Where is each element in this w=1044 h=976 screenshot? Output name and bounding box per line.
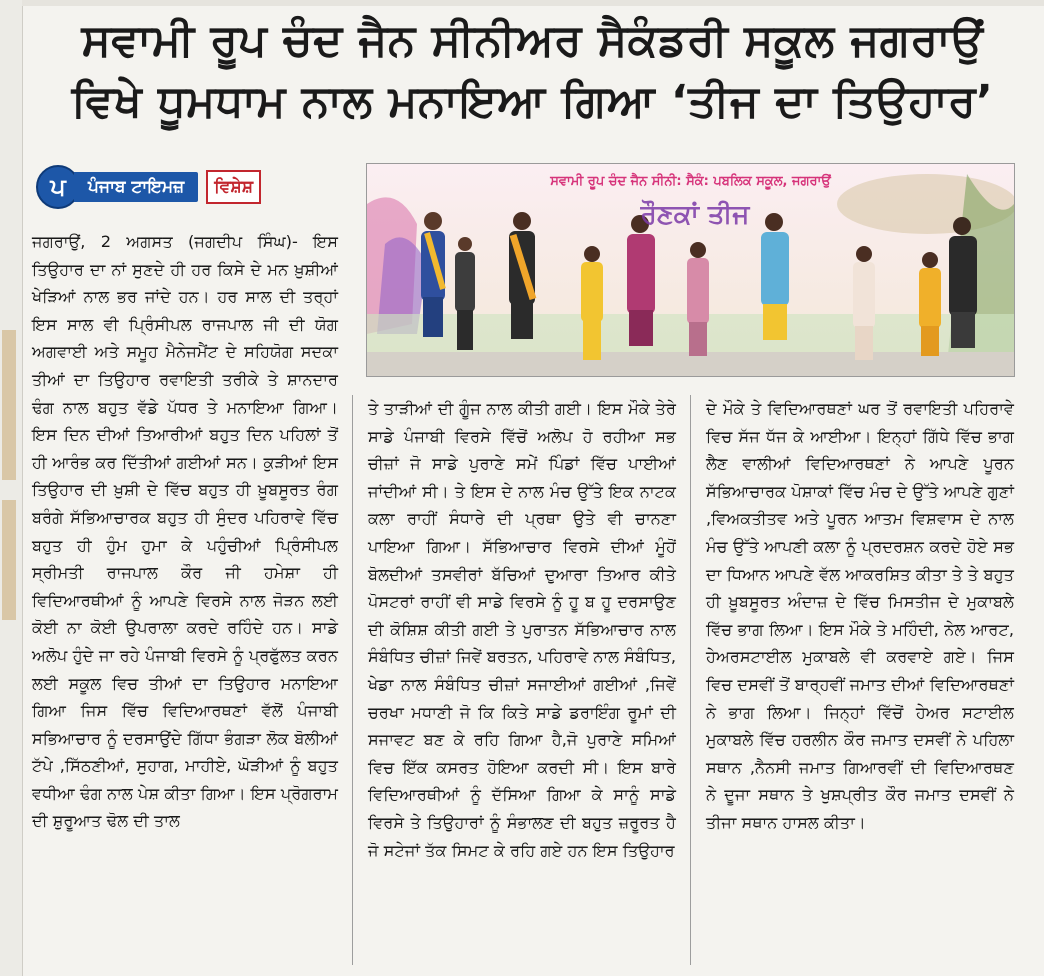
column-1-text: ਜਗਰਾਉਂ, 2 ਅਗਸਤ (ਜਗਦੀਪ ਸਿੰਘ)- ਇਸ ਤਿਉਹਾਰ ਦਾ ਨਾਂ ਸੁਣਦੇ ਹੀ ਹਰ ਕਿਸੇ ਦੇ ਮਨ ਖ਼ੁਸ਼ੀਆਂ ਖੇੜਿਆਂ ਨਾਲ ਭਰ ਜਾਂਦੇ ਹਨ। ਹਰ ਸਾਲ ਦੀ ਤਰ੍ਹਾਂ ਇਸ ਸਾਲ ਵੀ ਪ੍ਰਿੰਸੀਪਲ ਰਾਜਪਾਲ ਜੀ ਦੀ ਯੋਗ ਅਗਵਾਈ ਅਤੇ ਸਮੂਹ ਮੈਨੇਜਮੈਂਟ ਦੇ ਸਹਿਯੋਗ ਸਦਕਾ ਤੀਆਂ ਦਾ ਤਿਉਹਾਰ ਰਵਾਇਤੀ ਤਰੀਕੇ ਤੇ ਸ਼ਾਨਦਾਰ ਢੰਗ ਨਾਲ ਬਹੁਤ ਵੱਡੇ ਪੱਧਰ ਤੇ ਮਨਾਇਆ ਗਿਆ। ਇਸ ਦਿਨ ਦੀਆਂ ਤਿਆਰੀਆਂ ਬਹੁਤ ਦਿਨ ਪਹਿਲਾਂ ਤੋਂ ਹੀ ਆਰੰਭ ਕਰ ਦਿੱਤੀਆਂ ਗਈਆਂ ਸਨ। ਕੁੜੀਆਂ ਇਸ ਤਿਉਹਾਰ ਦੀ ਖ਼ੁਸ਼ੀ ਦੇ ਵਿੱਚ ਬਹੁਤ ਹੀ ਖ਼ੂਬਸੂਰਤ ਰੰਗ ਬਰੰਗੇ ਸੱਭਿਆਚਾਰਕ ਬਹੁਤ ਹੀ ਸੁੰਦਰ ਪਹਿਰਾਵੇ ਵਿੱਚ ਬਹੁਤ ਹੀ ਹੁੰਮ ਹੁਮਾ ਕੇ ਪਹੁੰਚੀਆਂ ਪ੍ਰਿੰਸੀਪਲ ਸ੍ਰੀਮਤੀ ਰਾਜਪਾਲ ਕੌਰ ਜੀ ਹਮੇਸ਼ਾ ਹੀ ਵਿਦਿਆਰਥੀਆਂ ਨੂੰ ਆਪਣੇ ਵਿਰਸੇ ਨਾਲ ਜੋੜਨ ਲਈ ਕੋਈ ਨਾ ਕੋਈ ਉਪਰਾਲਾ ਕਰਦੇ ਰਹਿੰਦੇ ਹਨ। ਸਾਡੇ ਅਲੋਪ ਹੁੰਦੇ ਜਾ ਰਹੇ ਪੰਜਾਬੀ ਵਿਰਸੇ ਨੂੰ ਪ੍ਰਫੁੱਲਤ ਕਰਨ ਲਈ ਸਕੂਲ ਵਿਚ ਤੀਆਂ ਦਾ ਤਿਉਹਾਰ ਮਨਾਇਆ ਗਿਆ ਜਿਸ ਵਿੱਚ ਵਿਦਿਆਰਥਣਾਂ ਵੱਲੋਂ ਪੰਜਾਬੀ ਸਭਿਆਚਾਰ ਨੂੰ ਦਰਸਾਉਂਦੇ ਗਿੱਧਾ ਭੰਗੜਾ ਲੋਕ ਬੋਲੀਆਂ ਟੱਪੇ ,ਸਿੱਠਣੀਆਂ, ਸੁਹਾਗ, ਮਾਹੀਏ, ਘੋੜੀਆਂ ਨੂੰ ਬਹੁਤ ਵਧੀਆ ਢੰਗ ਨਾਲ ਪੇਸ਼ ਕੀਤਾ ਗਿਆ। ਇਸ ਪ੍ਰੋਗਰਾਮ ਦੀ ਸ਼ੁਰੂਆਤ ਢੋਲ ਦੀ ਤਾਲ	[32, 232, 338, 831]
column-2-text: ਤੇ ਤਾੜੀਆਂ ਦੀ ਗੂੰਜ ਨਾਲ ਕੀਤੀ ਗਈ। ਇਸ ਮੌਕੇ ਤੇਰੇ ਸਾਡੇ ਪੰਜਾਬੀ ਵਿਰਸੇ ਵਿੱਚੋਂ ਅਲੋਪ ਹੋ ਰਹੀਆ ਸਭ ਚੀਜ਼ਾਂ ਜੋ ਸਾਡੇ ਪੁਰਾਣੇ ਸਮੇਂ ਪਿੰਡਾਂ ਵਿੱਚ ਪਾਈਆਂ ਜਾਂਦੀਆਂ ਸੀ। ਤੇ ਇਸ ਦੇ ਨਾਲ ਮੰਚ ਉੱਤੇ ਇਕ ਨਾਟਕ ਕਲਾ ਰਾਹੀਂ ਸੰਧਾਰੇ ਦੀ ਪ੍ਰਥਾ ਉਤੇ ਵੀ ਚਾਨਣਾ ਪਾਇਆ ਗਿਆ। ਸੱਭਿਆਚਾਰ ਵਿਰਸੇ ਦੀਆਂ ਮੂੰਹੋਂ ਬੋਲਦੀਆਂ ਤਸਵੀਰਾਂ ਬੱਚਿਆਂ ਦੁਆਰਾ ਤਿਆਰ ਕੀਤੇ ਪੋਸਟਰਾਂ ਰਾਹੀਂ ਵੀ ਸਾਡੇ ਵਿਰਸੇ ਨੂੰ ਹੂ ਬ ਹੂ ਦਰਸਾਉਣ ਦੀ ਕੋਸ਼ਿਸ਼ ਕੀਤੀ ਗਈ ਤੇ ਪੁਰਾਤਨ ਸੱਭਿਆਚਾਰ ਨਾਲ ਸੰਬੰਧਿਤ ਚੀਜ਼ਾਂ ਜਿਵੇਂ ਬਰਤਨ, ਪਹਿਰਾਵੇ ਨਾਲ ਸੰਬੰਧਿਤ, ਖੇਡਾ ਨਾਲ ਸੰਬੰਧਿਤ ਚੀਜ਼ਾਂ ਸਜਾਈਆਂ ਗਈਆਂ ,ਜਿਵੇਂ ਚਰਖਾ ਮਧਾਣੀ ਜੋ ਕਿ ਕਿਤੇ ਸਾਡੇ ਡਰਾਇੰਗ ਰੂਮਾਂ ਦੀ ਸਜਾਵਟ ਬਣ ਕੇ ਰਹਿ ਗਿਆ ਹੈ,ਜੋ ਪੁਰਾਣੇ ਸਮਿਆਂ ਵਿਚ ਇੱਕ ਕਸਰਤ ਹੋਇਆ ਕਰਦੀ ਸੀ। ਇਸ ਬਾਰੇ ਵਿਦਿਆਰਥੀਆਂ ਨੂੰ ਦੱਸਿਆ ਗਿਆ ਕੇ ਸਾਨੂੰ ਸਾਡੇ ਵਿਰਸੇ ਤੇ ਤਿਉਹਾਰਾਂ ਨੂੰ ਸੰਭਾਲਣ ਦੀ ਬਹੁਤ ਜ਼ਰੂਰਤ ਹੈ ਜੋ ਸਟੇਜਾਂ ਤੱਕ ਸਿਮਟ ਕੇ ਰਹਿ ਗਏ ਹਨ ਇਸ ਤਿਉਹਾਰ	[368, 399, 676, 860]
column-divider	[352, 395, 353, 965]
top-page-rule	[22, 0, 1044, 6]
headline-line-2: ਵਿਖੇ ਧੂਮਧਾਮ ਨਾਲ ਮਨਾਇਆ ਗਿਆ ‘ਤੀਜ ਦਾ ਤਿਉਹਾਰ’	[71, 76, 994, 127]
byline	[36, 165, 338, 209]
punjab-times-logo-icon: ਪ	[36, 165, 80, 209]
adjacent-photo-edge	[2, 330, 16, 480]
article-column-2	[368, 395, 676, 864]
article-column-3	[706, 395, 1014, 837]
article-column-1	[32, 228, 338, 835]
headline-line-1: ਸਵਾਮੀ ਰੂਪ ਚੰਦ ਜੈਨ ਸੀਨੀਅਰ ਸੈਕੰਡਰੀ ਸਕੂਲ ਜਗਰਾਉਂ	[81, 15, 984, 66]
adjacent-article-edge	[0, 0, 23, 976]
special-tag: ਵਿਸ਼ੇਸ਼	[206, 170, 261, 204]
photo-banner-text: ਸਵਾਮੀ ਰੂਪ ਚੰਦ ਜੈਨ ਸੀਨੀ: ਸੈਕੰ: ਪਬਲਿਕ ਸਕੂਲ, ਜਗਰਾਉਂ	[550, 174, 831, 189]
column-divider	[690, 395, 691, 965]
brand-name: ਪੰਜਾਬ ਟਾਇਮਜ਼	[74, 172, 198, 202]
article-photo	[366, 163, 1015, 377]
dance-performance-photo-icon	[367, 164, 1014, 376]
adjacent-photo-edge-2	[2, 500, 16, 620]
photo-event-title: ਰੌਣਕਾਂ ਤੀਜ	[640, 200, 750, 230]
column-3-text: ਦੇ ਮੌਕੇ ਤੇ ਵਿਦਿਆਰਥਣਾਂ ਘਰ ਤੋਂ ਰਵਾਇਤੀ ਪਹਿਰਾਵੇ ਵਿਚ ਸੱਜ ਧੱਜ ਕੇ ਆਈਆ। ਇਨ੍ਹਾਂ ਗਿੱਧੇ ਵਿੱਚ ਭਾਗ ਲੈਣ ਵਾਲੀਆਂ ਵਿਦਿਆਰਥਣਾਂ ਨੇ ਆਪਣੇ ਪੂਰਨ ਸੱਭਿਆਚਾਰਕ ਪੋਸ਼ਾਕਾਂ ਵਿੱਚ ਮੰਚ ਦੇ ਉੱਤੇ ਆਪਣੇ ਗੁਣਾਂ ,ਵਿਅਕਤੀਤਵ ਅਤੇ ਪੂਰਨ ਆਤਮ ਵਿਸ਼ਵਾਸ ਦੇ ਨਾਲ ਮੰਚ ਉੱਤੇ ਆਪਣੀ ਕਲਾ ਨੂੰ ਪ੍ਰਦਰਸ਼ਨ ਕਰਦੇ ਹੋਏ ਸਭ ਦਾ ਧਿਆਨ ਆਪਣੇ ਵੱਲ ਆਕਰਸ਼ਿਤ ਕੀਤਾ ਤੇ ਤੇ ਬਹੁਤ ਹੀ ਖ਼ੂਬਸੂਰਤ ਅੰਦਾਜ਼ ਦੇ ਵਿੱਚ ਮਿਸਤੀਜ ਦੇ ਮੁਕਾਬਲੇ ਵਿੱਚ ਭਾਗ ਲਿਆ। ਇਸ ਮੌਕੇ ਤੇ ਮਹਿੰਦੀ, ਨੇਲ ਆਰਟ, ਹੇਅਰਸਟਾਈਲ ਮੁਕਾਬਲੇ ਵੀ ਕਰਵਾਏ ਗਏ। ਜਿਸ ਵਿਚ ਦਸਵੀਂ ਤੋਂ ਬਾਰ੍ਹਵੀਂ ਜਮਾਤ ਦੀਆਂ ਵਿਦਿਆਰਥਣਾਂ ਨੇ ਭਾਗ ਲਿਆ। ਜਿਨ੍ਹਾਂ ਵਿੱਚੋਂ ਹੇਅਰ ਸਟਾਈਲ ਮੁਕਾਬਲੇ ਵਿੱਚ ਹਰਲੀਨ ਕੌਰ ਜਮਾਤ ਦਸਵੀਂ ਨੇ ਪਹਿਲਾ ਸਥਾਨ ,ਨੈਨਸੀ ਜਮਾਤ ਗਿਆਰਵੀਂ ਦੀ ਵਿਦਿਆਰਥਣ ਨੇ ਦੂਜਾ ਸਥਾਨ ਤੇ ਖੁਸ਼ਪ੍ਰੀਤ ਕੌਰ ਜਮਾਤ ਦਸਵੀਂ ਨੇ ਤੀਜਾ ਸਥਾਨ ਹਾਸਲ ਕੀਤਾ।	[706, 399, 1014, 832]
headline	[30, 10, 1035, 132]
